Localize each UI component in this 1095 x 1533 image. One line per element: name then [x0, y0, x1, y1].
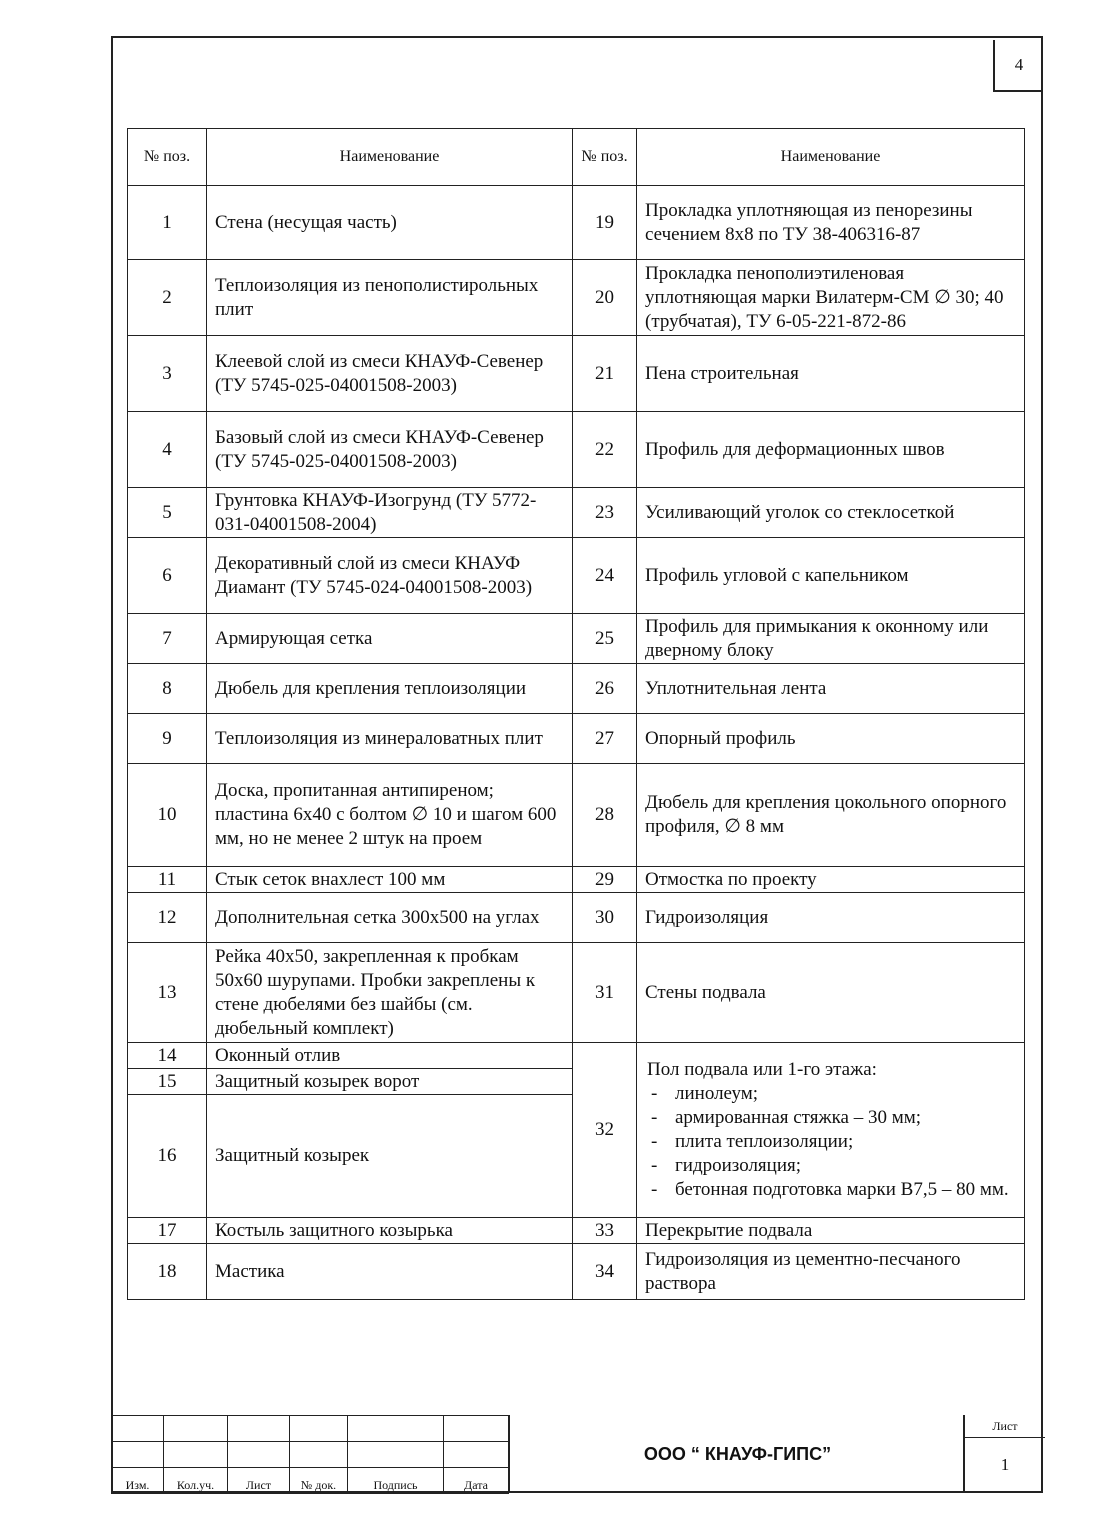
page-number: 4	[993, 40, 1043, 92]
name-left: Доска, пропитанная антипиреном; пластина 6х40 с болтом ∅ 10 и шагом 600 мм, но не менее 2 штук на проем	[207, 764, 573, 867]
pos-right: 28	[573, 764, 637, 867]
list-item: - гидроизоляция;	[645, 1154, 1016, 1178]
name-left: Защитный козырек ворот	[207, 1069, 573, 1095]
header-pos-right: № поз.	[573, 129, 637, 186]
table-row	[128, 260, 1025, 336]
name-left: Теплоизоляция из пенополистирольных плит	[207, 260, 573, 336]
pos-left: 14	[128, 1043, 207, 1069]
name-left: Дюбель для крепления теплоизоляции	[207, 664, 573, 714]
table-row	[128, 867, 1025, 893]
floor-layers-list	[645, 1082, 1016, 1202]
name-left: Стык сеток внахлест 100 мм	[207, 867, 573, 893]
pos-left: 9	[128, 714, 207, 764]
pos-left: 10	[128, 764, 207, 867]
name-right: Прокладка уплотняющая из пенорезины сечением 8х8 по ТУ 38-406316-87	[637, 186, 1025, 260]
pos-right: 32	[573, 1043, 637, 1218]
pos-right: 23	[573, 488, 637, 538]
name-right: Дюбель для крепления цокольного опорного профиля, ∅ 8 мм	[637, 764, 1025, 867]
revision-grid	[111, 1415, 509, 1494]
name-left: Теплоизоляция из минераловатных плит	[207, 714, 573, 764]
table-row	[128, 1218, 1025, 1244]
table-row	[128, 186, 1025, 260]
name-right: Прокладка пенополиэтиленовая уплотняющая марки Вилатерм-СМ ∅ 30; 40 (трубчатая), ТУ 6-05-221-872-86	[637, 260, 1025, 336]
name-left: Стена (несущая часть)	[207, 186, 573, 260]
header-name-right: Наименование	[637, 129, 1025, 186]
name-right: Отмостка по проекту	[637, 867, 1025, 893]
name-right-floor-composition	[637, 1043, 1025, 1218]
sheet-number: 1	[1000, 1455, 1010, 1474]
pos-left: 11	[128, 867, 207, 893]
pos-left: 18	[128, 1244, 207, 1300]
pos-left: 15	[128, 1069, 207, 1095]
name-right: Усиливающий уголок со стеклосеткой	[637, 488, 1025, 538]
pos-right: 31	[573, 943, 637, 1043]
pos-left: 7	[128, 614, 207, 664]
pos-right: 33	[573, 1218, 637, 1244]
name-right: Пена строительная	[637, 336, 1025, 412]
pos-right: 22	[573, 412, 637, 488]
table-row	[128, 893, 1025, 943]
revision-col-label: № док.	[290, 1468, 348, 1494]
pos-right: 24	[573, 538, 637, 614]
pos-left: 5	[128, 488, 207, 538]
name-left: Дополнительная сетка 300х500 на углах	[207, 893, 573, 943]
table-row	[128, 336, 1025, 412]
name-left: Клеевой слой из смеси КНАУФ-Севенер (ТУ 5745-025-04001508-2003)	[207, 336, 573, 412]
header-name-left: Наименование	[207, 129, 573, 186]
name-left: Базовый слой из смеси КНАУФ-Севенер (ТУ 5745-025-04001508-2003)	[207, 412, 573, 488]
name-left: Декоративный слой из смеси КНАУФ Диамант (ТУ 5745-024-04001508-2003)	[207, 538, 573, 614]
list-item: - линолеум;	[645, 1082, 1016, 1106]
pos-right: 30	[573, 893, 637, 943]
revision-col-label: Подпись	[348, 1468, 444, 1494]
name-left: Костыль защитного козырька	[207, 1218, 573, 1244]
pos-right: 34	[573, 1244, 637, 1300]
list-item: - армированная стяжка – 30 мм;	[645, 1106, 1016, 1130]
company-name: ООО “ КНАУФ-ГИПС”	[508, 1415, 965, 1493]
name-right: Перекрытие подвала	[637, 1218, 1025, 1244]
pos-right: 20	[573, 260, 637, 336]
table-row	[128, 943, 1025, 1043]
floor-composition-title: Пол подвала или 1-го этажа:	[647, 1059, 877, 1080]
name-right: Гидроизоляция	[637, 893, 1025, 943]
revision-col-label: Лист	[228, 1468, 290, 1494]
pos-right: 19	[573, 186, 637, 260]
pos-right: 21	[573, 336, 637, 412]
sheet-label: Лист	[965, 1415, 1045, 1438]
revision-labels-row	[112, 1468, 509, 1494]
name-left: Армирующая сетка	[207, 614, 573, 664]
pos-left: 13	[128, 943, 207, 1043]
pos-left: 1	[128, 186, 207, 260]
name-right: Гидроизоляция из цементно-песчаного раствора	[637, 1244, 1025, 1300]
pos-left: 8	[128, 664, 207, 714]
table-row	[128, 664, 1025, 714]
table-row	[128, 1043, 1025, 1069]
table-row	[128, 488, 1025, 538]
name-right: Стены подвала	[637, 943, 1025, 1043]
revision-col-label: Изм.	[112, 1468, 164, 1494]
list-item: - плита теплоизоляции;	[645, 1130, 1016, 1154]
pos-right: 25	[573, 614, 637, 664]
header-pos-left: № поз.	[128, 129, 207, 186]
table-row	[128, 538, 1025, 614]
name-right: Профиль для примыкания к оконному или дверному блоку	[637, 614, 1025, 664]
revision-col-label: Кол.уч.	[164, 1468, 228, 1494]
name-left: Мастика	[207, 1244, 573, 1300]
pos-left: 2	[128, 260, 207, 336]
name-right: Профиль угловой с капельником	[637, 538, 1025, 614]
specification-table	[127, 128, 1025, 1300]
pos-left: 6	[128, 538, 207, 614]
pos-left: 3	[128, 336, 207, 412]
pos-right: 26	[573, 664, 637, 714]
table-row	[128, 714, 1025, 764]
pos-left: 16	[128, 1095, 207, 1218]
list-item: - бетонная подготовка марки В7,5 – 80 мм.	[645, 1178, 1016, 1202]
name-right: Профиль для деформационных швов	[637, 412, 1025, 488]
pos-left: 4	[128, 412, 207, 488]
name-left: Грунтовка КНАУФ-Изогрунд (ТУ 5772-031-04001508-2004)	[207, 488, 573, 538]
table-header-row	[128, 129, 1025, 186]
pos-right: 27	[573, 714, 637, 764]
revision-col-label: Дата	[444, 1468, 509, 1494]
title-block	[111, 1415, 1043, 1493]
table-row	[128, 764, 1025, 867]
name-left: Защитный козырек	[207, 1095, 573, 1218]
table-row	[128, 1244, 1025, 1300]
name-right: Уплотнительная лента	[637, 664, 1025, 714]
name-left: Оконный отлив	[207, 1043, 573, 1069]
name-right: Опорный профиль	[637, 714, 1025, 764]
pos-left: 12	[128, 893, 207, 943]
table-row	[128, 614, 1025, 664]
sheet-box	[963, 1415, 1045, 1493]
pos-right: 29	[573, 867, 637, 893]
pos-left: 17	[128, 1218, 207, 1244]
name-left: Рейка 40х50, закрепленная к пробкам 50х60 шурупами. Пробки закреплены к стене дюбелями без шайбы (см. дюбельный комплект)	[207, 943, 573, 1043]
table-row	[128, 412, 1025, 488]
